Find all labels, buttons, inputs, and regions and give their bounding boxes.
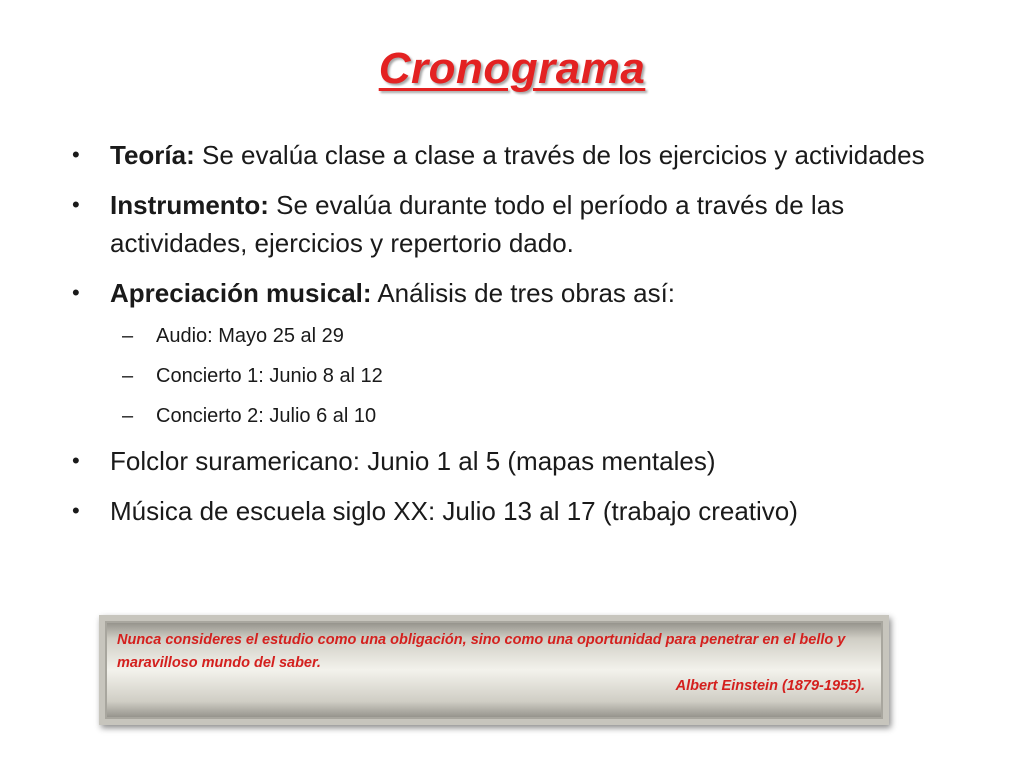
bullet-item-instrumento [70,186,970,262]
bullet-text: Música de escuela siglo XX: Julio 13 al 17 (trabajo creativo) [110,496,798,526]
sub-item-text: Concierto 1: Junio 8 al 12 [156,365,383,387]
sub-item-text: Concierto 2: Julio 6 al 10 [156,405,377,427]
bullet-label: Teoría: [110,140,195,170]
bullet-item-apreciacion [70,274,970,312]
bullet-list [70,136,970,542]
sub-item-concierto-2 [70,402,970,430]
bullet-label: Instrumento: [110,190,269,220]
quote-text: Nunca consideres el estudio como una obligación, sino como una oportunidad para penetrar en el bello y maravilloso mundo del saber. [117,632,846,671]
dash-icon: – [122,325,134,347]
slide-title: Cronograma [378,44,646,93]
bullet-icon: • [72,498,80,523]
dash-icon: – [122,405,134,427]
bullet-item-folclor [70,442,970,480]
sub-item-text: Audio: Mayo 25 al 29 [156,325,344,347]
dash-icon: – [122,365,134,387]
bullet-text: Se evalúa clase a clase a través de los ejercicios y actividades [194,140,925,170]
sub-list [70,322,970,430]
bullet-text: Se evalúa durante todo el período a través de las actividades, ejercicios y repertorio dado. [110,190,845,258]
bullet-text: Folclor suramericano: Junio 1 al 5 (mapas mentales) [110,446,716,476]
bullet-label: Apreciación musical: [110,278,372,308]
sub-item-concierto-1 [70,362,970,390]
bullet-text: Análisis de tres obras así: [371,278,676,308]
sub-item-audio [70,322,970,350]
bullet-item-musica-siglo-xx [70,492,970,530]
quote-box [99,615,889,725]
bullet-icon: • [72,192,80,217]
bullet-icon: • [72,280,80,305]
bullet-item-teoria [70,136,970,174]
bullet-icon: • [72,448,80,473]
quote-author: Albert Einstein (1879-1955). [675,678,865,694]
bullet-icon: • [72,142,80,167]
